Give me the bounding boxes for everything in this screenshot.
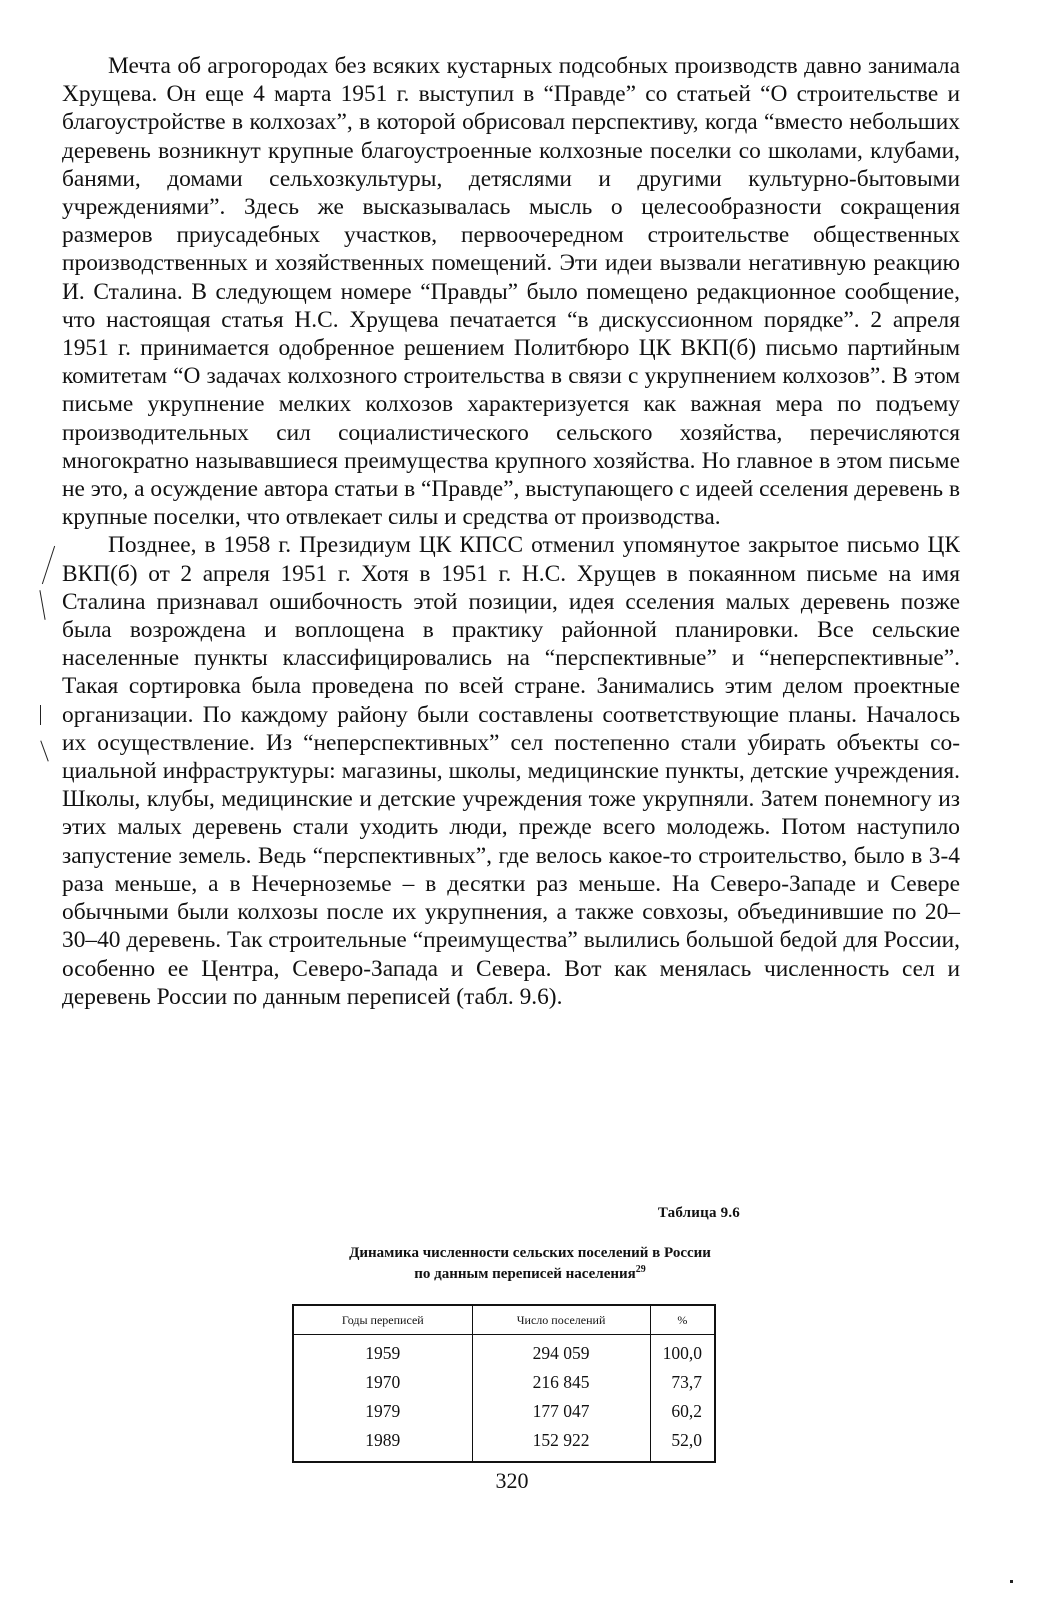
cell-percent: 60,2: [650, 1397, 715, 1426]
cell-year: 1979: [293, 1397, 472, 1426]
cell-count: 216 845: [472, 1368, 650, 1397]
header-years: Годы переписей: [293, 1305, 472, 1335]
scan-mark: [40, 740, 48, 761]
cell-year: 1970: [293, 1368, 472, 1397]
scan-mark: [1010, 1580, 1013, 1583]
table-title: [180, 1243, 880, 1285]
body-text: [62, 52, 960, 1011]
scan-mark: [42, 546, 55, 584]
cell-count: 177 047: [472, 1397, 650, 1426]
table-row: [293, 1335, 715, 1369]
header-percent: %: [650, 1305, 715, 1335]
cell-percent: 100,0: [650, 1335, 715, 1369]
table-header-row: [293, 1305, 715, 1335]
table-row: [293, 1397, 715, 1426]
table-row: [293, 1426, 715, 1462]
paragraph-1: Мечта об агрогородах без всяких кустарных подсобных производств давно занимала Хрущева. Он еще 4 марта 1951 г. выступил в “Правде” со статьей “О строительстве и благоустройстве в колхозах”, в которой обрисовал перспективу, когда “вместо небольших деревень возникнут крупные благоустроенные колхозные поселки со школами, клубами, банями, домами сельхозкультуры, детяслями и другими культурно-бытовыми учреждениями”. Здесь же высказывалась мысль о целесообразности сокращения размеров приусадебных участков, первоочередном строительстве общественных производственных и хозяйственных помещений. Эти идеи вызвали негативную реакцию И. Сталина. В следующем номере “Правды” было помещено редакционное сообщение, что настоящая статья Н.С. Хрущева печатается “в дискуссионном порядке”. 2 апреля 1951 г. принимается одобренное решением Политбюро ЦК ВКП(б) письмо партийным комитетам “О задачах колхозного строительства в связи с укрупнением колхозов”. В этом письме укрупнение мелких колхозов характеризуется как важная мера по подъему производительных сил социалистического сельского хозяйства, перечисляются многократно называвшиеся преимущества крупного хозяйства. Но главное в этом письме не это, а осуждение автора статьи в “Правде”, выступающего с идеей сселения деревень в крупные поселки, что отвлекает силы и средства от производства.: [62, 53, 960, 531]
table-row: [293, 1368, 715, 1397]
cell-year: 1959: [293, 1335, 472, 1369]
cell-percent: 52,0: [650, 1426, 715, 1462]
table-title-line-2: [180, 1264, 880, 1285]
header-settlements: Число поселений: [472, 1305, 650, 1335]
paragraph-2: Позднее, в 1958 г. Президиум ЦК КПСС отменил упомянутое закрытое письмо ЦК ВКП(б) от 2 апреля 1951 г. Хотя в 1951 г. Н.С. Хрущев в покаянном письме на имя Сталина признавал ошибочность этой позиции, идея сселения малых деревень позже была возрождена и воплощена в практику районной планировки. Все сельские населенные пункты классифицировались на “перспективные” и “неперспективные”. Такая сортировка была проведена по всей стране. Занимались этим делом проектные организации. По каждому району были составлены соответствующие планы. Началось их осуществление. Из “неперспективных” сел постепенно стали убирать объекты социальной инфраструктуры: магазины, школы, медицинские пункты, детские учреждения. Школы, клубы, медицинские и детские учреждения тоже укрупняли. Затем понемногу из этих малых деревень стали уходить люди, прежде всего молодежь. Потом наступило запустение земель. Ведь “перспективных”, где велось какое-то строительство, было в 3-4 раза меньше, а в Нечерноземье – в десятки раз меньше. На Северо-Западе и Севере обычными были колхозы после их укрупнения, а также совхозы, объединившие по 20–30–40 деревень. Так строительные “преимущества” вылились большой бедой для России, особенно ее Центра, Северо-Запада и Севера. Вот как менялась численность сел и деревень России по данным переписей (табл. 9.6).: [62, 532, 960, 1010]
page-number: 320: [495, 1468, 529, 1493]
table-number: Таблица 9.6: [657, 1205, 740, 1221]
cell-year: 1989: [293, 1426, 472, 1462]
scan-mark: [39, 590, 45, 620]
footnote-mark: 29: [635, 1264, 646, 1275]
cell-count: 294 059: [472, 1335, 650, 1369]
cell-percent: 73,7: [650, 1368, 715, 1397]
census-table: [292, 1304, 716, 1463]
scan-mark: [40, 705, 41, 725]
table-title-line-2-text: по данным переписей населения: [414, 1266, 636, 1282]
table-title-line-1: Динамика численности сельских поселений в России: [349, 1245, 711, 1261]
cell-count: 152 922: [472, 1426, 650, 1462]
